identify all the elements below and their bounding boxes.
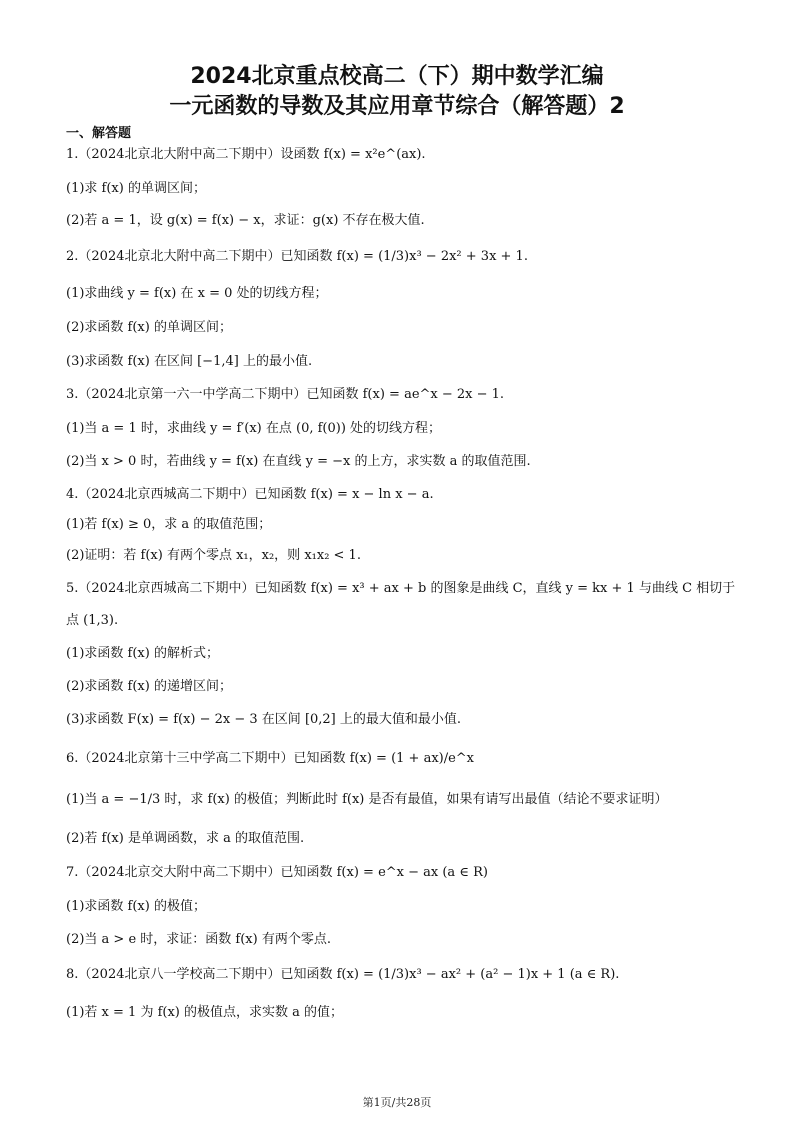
problem-7-stem: 7.（2024北京交大附中高二下期中）已知函数 f(x) = e^x − ax (a ∈ R) — [66, 865, 488, 880]
problem-3-stem: 3.（2024北京第一六一中学高二下期中）已知函数 f(x) = ae^x − 2x − 1. — [66, 387, 505, 402]
problem-7-part-2: (2)当 a > e 时，求证：函数 f(x) 有两个零点. — [66, 932, 331, 947]
page-footer: 第1页/共28页 — [362, 1096, 432, 1109]
problem-6-part-1: (1)当 a = −1/3 时，求 f(x) 的极值；判断此时 f(x) 是否有最值，如果有请写出最值（结论不要求证明） — [66, 792, 668, 807]
problem-8-stem: 8.（2024北京八一学校高二下期中）已知函数 f(x) = (1/3)x³ − ax² + (a² − 1)x + 1 (a ∈ R). — [66, 967, 620, 982]
problem-5-part-2: (2)求函数 f(x) 的递增区间； — [66, 679, 232, 694]
problem-8-part-1: (1)若 x = 1 为 f(x) 的极值点，求实数 a 的值； — [66, 1005, 344, 1020]
problem-3-part-2: (2)当 x > 0 时，若曲线 y = f(x) 在直线 y = −x 的上方，求实数 a 的取值范围. — [66, 454, 531, 469]
problem-5-part-3: (3)求函数 F(x) = f(x) − 2x − 3 在区间 [0,2] 上的最大值和最小值. — [66, 712, 462, 727]
problem-2-part-2: (2)求函数 f(x) 的单调区间； — [66, 320, 232, 335]
problem-7-part-1: (1)求函数 f(x) 的极值； — [66, 899, 206, 914]
document-title-line2: 一元函数的导数及其应用章节综合（解答题）2 — [169, 94, 625, 119]
problem-2-part-1: (1)求曲线 y = f(x) 在 x = 0 处的切线方程； — [66, 286, 328, 301]
problem-1-part-2: (2)若 a = 1，设 g(x) = f(x) − x，求证：g(x) 不存在极大值. — [66, 213, 425, 228]
problem-4-part-2: (2)证明：若 f(x) 有两个零点 x₁，x₂，则 x₁x₂ < 1. — [66, 548, 361, 563]
problem-5-stem: 5.（2024北京西城高二下期中）已知函数 f(x) = x³ + ax + b 的图象是曲线 C，直线 y = kx + 1 与曲线 C 相切于 — [66, 581, 736, 596]
problem-4-stem: 4.（2024北京西城高二下期中）已知函数 f(x) = x − ln x − a. — [66, 487, 434, 502]
problem-1-part-1: (1)求 f(x) 的单调区间； — [66, 181, 206, 196]
problem-5-stem-cont: 点 (1,3). — [66, 613, 119, 628]
problem-6-part-2: (2)若 f(x) 是单调函数，求 a 的取值范围. — [66, 831, 305, 846]
problem-6-stem: 6.（2024北京第十三中学高二下期中）已知函数 f(x) = (1 + ax)/e^x — [66, 751, 475, 766]
problem-4-part-1: (1)若 f(x) ≥ 0，求 a 的取值范围； — [66, 517, 272, 532]
problem-2-stem: 2.（2024北京北大附中高二下期中）已知函数 f(x) = (1/3)x³ − 2x² + 3x + 1. — [66, 249, 528, 264]
problem-3-part-1: (1)当 a = 1 时，求曲线 y = f′(x) 在点 (0, f(0)) 处的切线方程； — [66, 421, 442, 436]
document-title-line1: 2024北京重点校高二（下）期中数学汇编 — [190, 64, 604, 89]
problem-5-part-1: (1)求函数 f(x) 的解析式； — [66, 646, 219, 661]
section-heading: 一、解答题 — [66, 126, 132, 141]
problem-1-stem: 1.（2024北京北大附中高二下期中）设函数 f(x) = x²e^(ax). — [66, 147, 426, 162]
problem-2-part-3: (3)求函数 f(x) 在区间 [−1,4] 上的最小值. — [66, 354, 313, 369]
